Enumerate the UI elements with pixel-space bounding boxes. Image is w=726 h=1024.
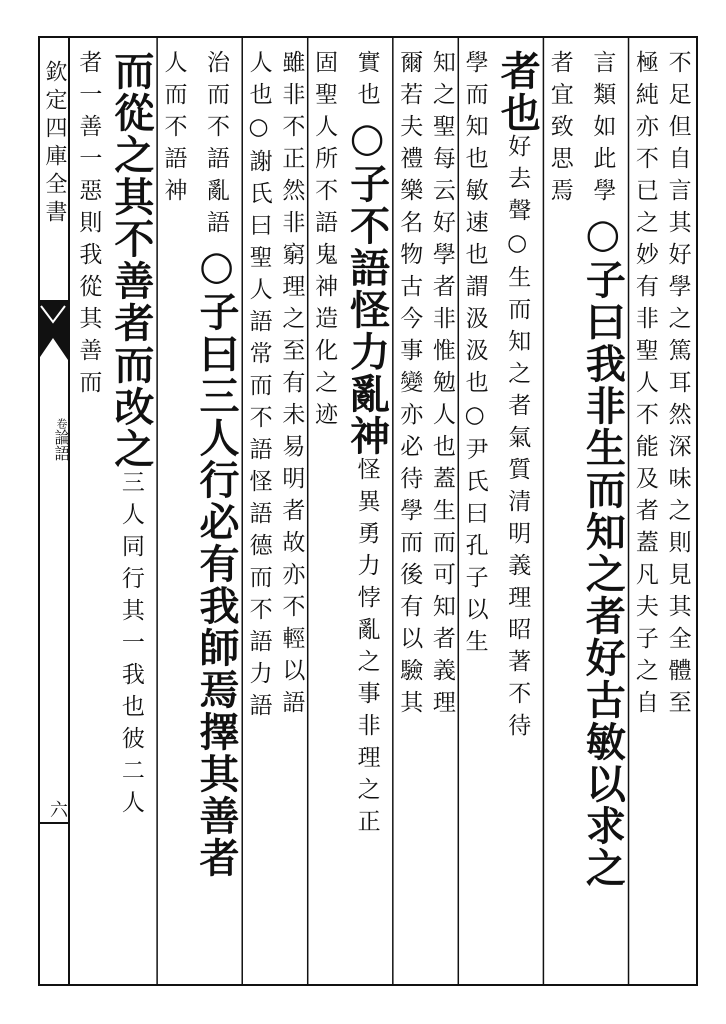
page-number-rule	[38, 822, 68, 824]
commentary-segment: 固聖人所不語鬼神造化之迹	[311, 50, 338, 434]
commentary-segment: 人也○謝氏曰聖人語常而不語怪語德而不語力語	[245, 50, 272, 725]
commentary-segment: 爾若夫禮樂名物古今事變亦必待學而後有以驗其	[396, 50, 423, 722]
commentary-segment: 實也	[353, 50, 380, 114]
section-prefix: 卷	[55, 418, 68, 429]
commentary-segment: 好去聲○生而知之者氣質清明義理昭著不待	[504, 134, 531, 745]
section-label	[40, 418, 71, 498]
commentary-segment: 治而不語亂語	[203, 50, 230, 242]
commentary-segment: 不足但自言其好學之篤耳然深味之則見其全體至	[664, 50, 691, 722]
main-text	[72, 38, 694, 984]
commentary-segment: 者宜致思焉	[546, 50, 573, 210]
main-text-segment: 者也	[494, 50, 542, 134]
commentary-segment: 雖非不正然非窮理之至有未易明者故亦不輕以語	[278, 50, 305, 722]
main-text-segment: 而從之其不善者而改之	[107, 50, 155, 470]
column-rules	[72, 38, 694, 984]
commentary-segment: 極純亦不已之妙有非聖人不能及者蓋凡夫子之自	[631, 50, 658, 722]
main-text-segment: ○子曰三人行必有我師焉擇其善者	[193, 242, 241, 879]
fishtail-mark-icon	[38, 300, 68, 360]
commentary-segment: 言類如此學	[589, 50, 616, 210]
commentary-segment: 人而不語神	[160, 50, 187, 210]
commentary-segment: 知之聖每云好學者非惟勉人也蓋生而可知者義理	[428, 50, 455, 722]
collection-title: 欽定四庫全書	[42, 60, 67, 228]
page-number: 六	[47, 800, 68, 818]
commentary-segment: 三人同行其一我也彼二人	[117, 470, 144, 822]
commentary-segment: 者一善一惡則我從其善而	[75, 50, 102, 402]
main-text-segment: ○子曰我非生而知之者好古敏以求之	[579, 210, 627, 889]
commentary-segment: 怪異勇力悖亂之事非理之正	[353, 457, 380, 841]
commentary-segment: 學而知也敏速也謂汲汲也○尹氏曰孔子以生	[461, 50, 488, 661]
section-name: 論語	[52, 429, 71, 461]
main-text-segment: ○子不語怪力亂神	[343, 114, 391, 457]
